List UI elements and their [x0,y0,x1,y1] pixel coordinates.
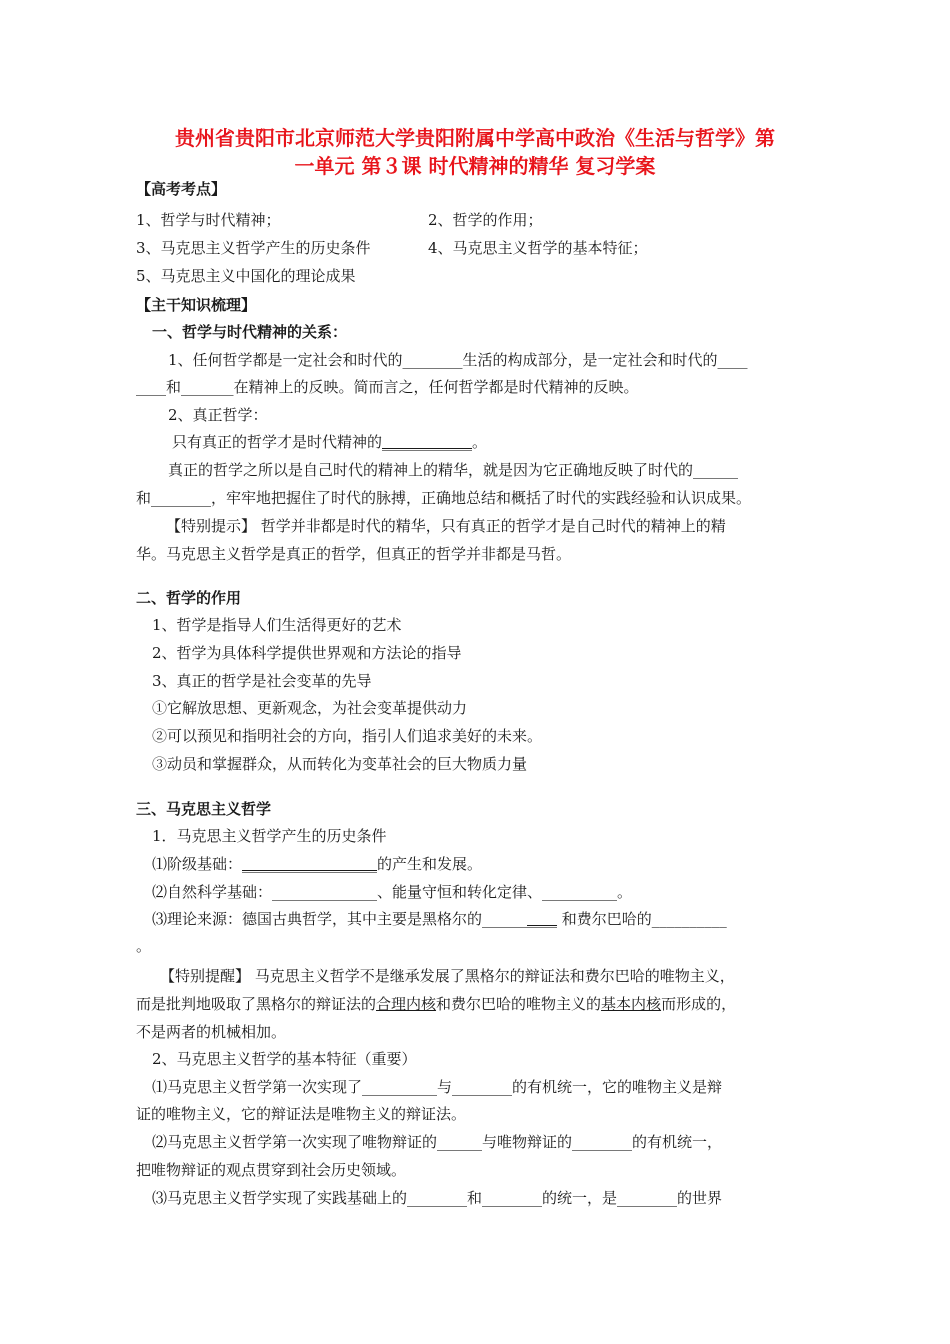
paragraph-3 [172,432,487,452]
paragraph-3-end: 。 [472,433,488,451]
marx-item-1: 1．马克思主义哲学产生的历史条件 [152,827,387,845]
feature-1-line-1: ⑴马克思主义哲学第一次实现了__________与________的有机统一，它的唯物主义是辩 [152,1078,723,1096]
paragraph-3-text: 只有真正的哲学才是时代精神的 [172,433,383,451]
marx-item-1c-text: ⑶理论来源：德国古典哲学，其中主要是黑格尔的______ [152,910,528,928]
tip-2-line-1: 【特别提醒】 马克思主义哲学不是继承发展了黑格尔的辩证法和费尔巴哈的唯物主义， [160,967,735,985]
marx-item-1c-period: 。 [136,937,152,955]
marx-item-1c [152,909,727,929]
paragraph-1-line-1: 1、任何哲学都是一定社会和时代的________生活的构成部分，是一定社会和时代的____ [168,351,748,369]
role-item-1: 1、哲学是指导人们生活得更好的艺术 [152,616,402,634]
marx-item-1a-text: ⑴阶级基础： [152,855,243,873]
feature-2-line-2: 把唯物辩证的观点贯穿到社会历史领域。 [136,1161,407,1179]
tip-2-line-2 [136,994,736,1014]
marx-item-2: 2、马克思主义哲学的基本特征（重要） [152,1050,417,1068]
paragraph-2: 2、真正哲学： [168,406,268,424]
tip-1-line-1: 【特别提示】 哲学并非都是时代的精华，只有真正的哲学才是自己时代的精神上的精 [166,517,726,535]
feature-2-line-1: ⑵马克思主义哲学第一次实现了唯物辩证的______与唯物辩证的________的有机统一， [152,1133,723,1151]
feature-3-line-1: ⑶马克思主义哲学实现了实践基础上的________和________的统一，是________的世界 [152,1189,723,1207]
role-item-3a: ①它解放思想、更新观念，为社会变革提供动力 [152,699,468,717]
tip-1-line-2: 华。马克思主义哲学是真正的哲学，但真正的哲学并非都是马哲。 [136,545,572,563]
heading-1: 一、哲学与时代精神的关系： [152,323,348,341]
marx-item-1a [152,854,482,874]
kaodian-item-4: 4、马克思主义哲学的基本特征； [428,239,648,257]
paragraph-3-blank: ____________ [382,433,473,451]
tip-2-text: 而是批判地吸取了黑格尔的辩证法的 [136,995,377,1013]
document-title [120,124,830,180]
paragraph-4-line-2: 和________，牢牢地把握住了时代的脉搏，正确地总结和概括了时代的实践经验和认识成果。 [136,489,752,507]
marx-item-1a-end: 的产生和发展。 [377,855,483,873]
tip-2-line-3: 不是两者的机械相加。 [136,1023,287,1041]
tip-2-underline-1: 合理内核 [376,995,437,1013]
tip-2-text-mid: 和费尔巴哈的唯物主义的 [436,995,602,1013]
feature-1-line-2: 证的唯物主义，它的辩证法是唯物主义的辩证法。 [136,1105,467,1123]
kaodian-item-3: 3、马克思主义哲学产生的历史条件 [136,239,371,257]
heading-2: 二、哲学的作用 [136,589,242,607]
kaodian-item-5: 5、马克思主义中国化的理论成果 [136,267,356,285]
title-line-2: 一单元 第３课 时代精神的精华 复习学案 [294,154,656,178]
kaodian-item-2: 2、哲学的作用； [428,211,543,229]
tip-2-underline-2: 基本内核 [601,995,662,1013]
marx-item-1c-end: 和费尔巴哈的__________ [557,910,727,928]
paragraph-4-line-1: 真正的哲学之所以是自己时代的精神上的精华，就是因为它正确地反映了时代的______ [168,461,739,479]
heading-3: 三、马克思主义哲学 [136,800,272,818]
section-heading-zhugan: 【主干知识梳理】 [136,296,257,314]
tip-2-text-end: 而形成的， [661,995,737,1013]
section-heading-kaodian: 【高考考点】 [136,180,227,198]
marx-item-1a-blank: __________________ [242,855,378,873]
title-line-1: 贵州省贵阳市北京师范大学贵阳附属中学高中政治《生活与哲学》第 [175,126,775,150]
role-item-3: 3、真正的哲学是社会变革的先导 [152,672,372,690]
role-item-3c: ③动员和掌握群众，从而转化为变革社会的巨大物质力量 [152,755,528,773]
paragraph-1-line-2: ____和_______在精神上的反映。简而言之，任何哲学都是时代精神的反映。 [136,378,639,396]
marx-item-1b: ⑵自然科学基础：______________、能量守恒和转化定律、__________。 [152,883,633,901]
marx-item-1c-blank: ____ [527,910,558,928]
role-item-3b: ②可以预见和指明社会的方向，指引人们追求美好的未来。 [152,727,543,745]
kaodian-item-1: 1、哲学与时代精神； [136,211,281,229]
role-item-2: 2、哲学为具体科学提供世界观和方法论的指导 [152,644,462,662]
